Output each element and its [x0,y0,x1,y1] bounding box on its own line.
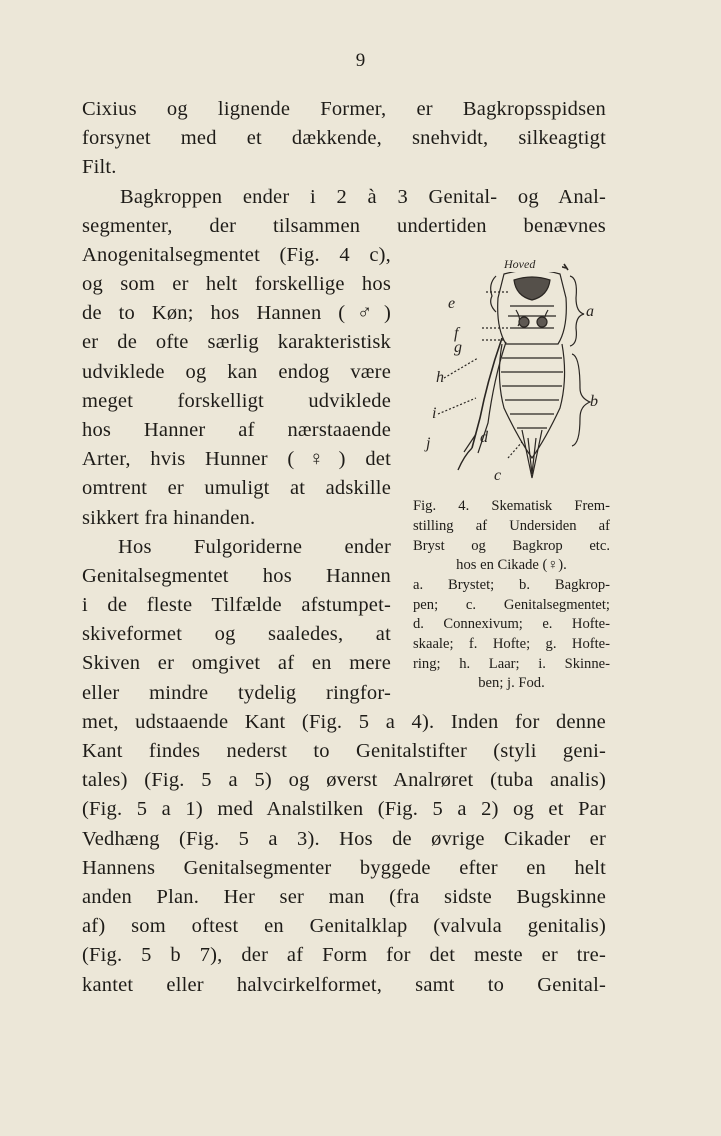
caption-line: pen; c. Genitalsegmentet; [413,597,610,613]
body-line: Filt. [82,156,117,178]
caption-line: ring; h. Laar; i. Skinne- [413,656,610,672]
figure-label-h: h [436,369,444,386]
body-line: segmenter, der tilsammen undertiden benævnes [82,215,606,237]
body-line: met, udstaaende Kant (Fig. 5 a 4). Inden for denne [82,711,606,733]
body-line: Bagkroppen ender i 2 à 3 Genital- og Anal- [120,186,606,208]
figure-label-g: g [454,339,462,356]
body-line: Vedhæng (Fig. 5 a 3). Hos de øvrige Cikader er [82,828,606,850]
cicada-underside-figure [418,248,610,488]
body-line: Arter, hvis Hunner (♀) det [82,448,391,470]
body-line: Genitalsegmentet hos Hannen [82,565,391,587]
caption-line: d. Connexivum; e. Hofte- [413,616,610,632]
figure-label-b: b [590,393,598,410]
caption-line: Fig. 4. Skematisk Frem- [413,498,610,514]
body-line: og som er helt forskellige hos [82,273,391,295]
body-line: omtrent er umuligt at adskille [82,477,391,499]
body-line: Kant findes nederst to Genitalstifter (styli geni- [82,740,606,762]
body-line: anden Plan. Her ser man (fra sidste Bugskinne [82,886,606,908]
figure-label-c: c [494,467,502,484]
body-line: Cixius og lignende Former, er Bagkropsspidsen [82,98,606,120]
figure-label-hoved: Hoved [504,257,536,271]
body-line: er de ofte særlig karakteristisk [82,331,391,353]
figure-label-i: i [432,405,437,422]
body-line: af) som oftest en Genitalklap (valvula genitalis) [82,915,606,937]
body-line: tales) (Fig. 5 a 5) og øverst Analrøret (tuba analis) [82,769,606,791]
body-line: de to Køn; hos Hannen (♂) [82,302,391,324]
caption-line: stilling af Undersiden af [413,518,610,534]
abdomen-outline [499,344,564,458]
caption-line: skaale; f. Hofte; g. Hofte- [413,636,610,652]
figure-label-d: d [480,429,488,446]
body-line: (Fig. 5 a 1) med Analstilken (Fig. 5 a 2) og et Par [82,798,606,820]
caption-line: hos en Cikade (♀). [456,557,567,573]
figure-label-j: j [426,435,431,452]
body-line: Hos Fulgoriderne ender [118,536,391,558]
body-line: kantet eller halvcirkelformet, samt to Genital- [82,974,606,996]
body-line: (Fig. 5 b 7), der af Form for det meste er tre- [82,944,606,966]
page-number: 9 [355,50,366,71]
body-line: i de fleste Tilfælde afstumpet- [82,594,391,616]
body-line: eller mindre tydelig ringfor- [82,682,391,704]
caption-line: ben; j. Fod. [478,675,545,691]
body-line: Skiven er omgivet af en mere [82,652,391,674]
body-line: udviklede og kan endog være [82,361,391,383]
figure-label-f: f [454,325,459,342]
body-line: Anogenitalsegmentet (Fig. 4 c), [82,244,391,266]
caption-line: a. Brystet; b. Bagkrop- [413,577,610,593]
body-line: sikkert fra hinanden. [82,507,256,529]
figure-label-e: e [448,295,456,312]
body-line: forsynet med et dækkende, snehvidt, silkeagtigt [82,127,606,149]
body-line: meget forskelligt udviklede [82,390,391,412]
body-line: Hannens Genitalsegmenter byggede efter en helt [82,857,606,879]
caption-line: Bryst og Bagkrop etc. [413,538,610,554]
figure-label-a: a [586,303,594,320]
body-line: skiveformet og saaledes, at [82,623,391,645]
body-line: hos Hanner af nærstaaende [82,419,391,441]
